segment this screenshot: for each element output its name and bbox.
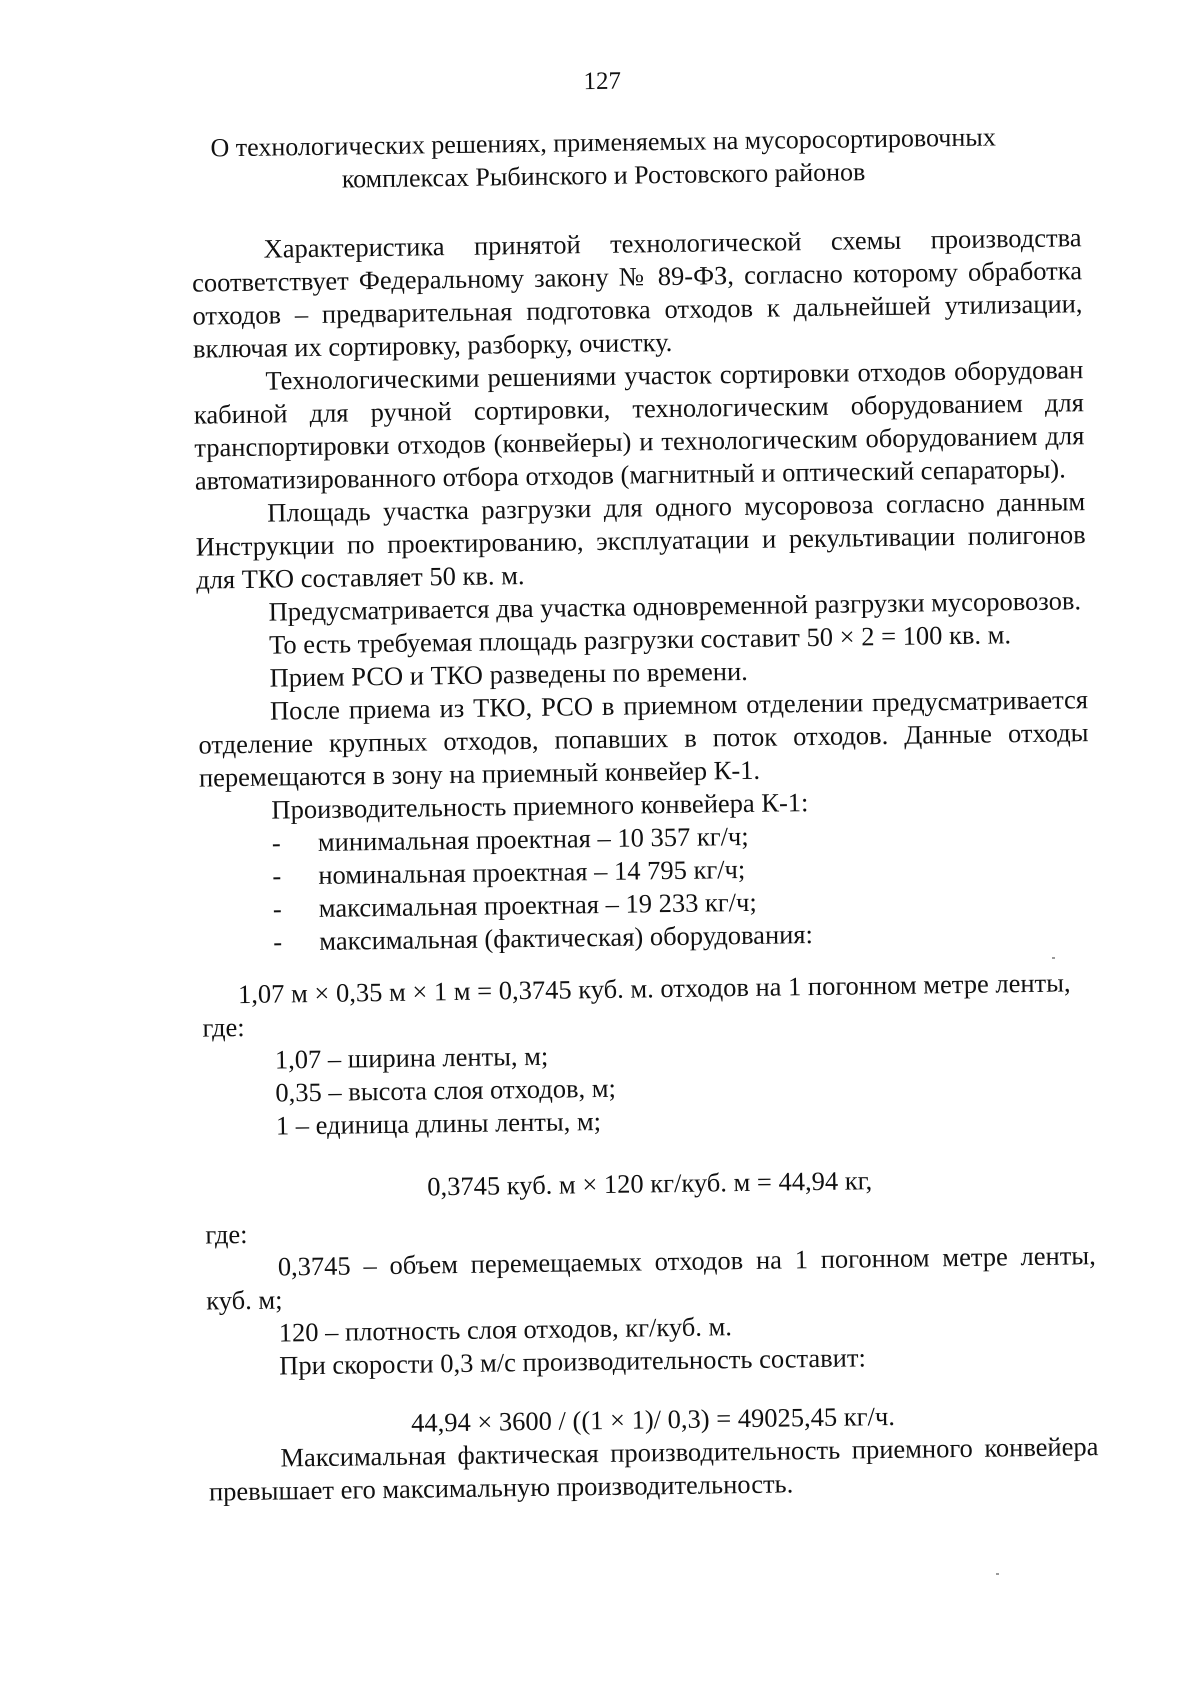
- paragraph-required-area: То есть требуемая площадь разгрузки составит 50 × 2 = 100 кв. м.: [268, 619, 1012, 660]
- document-title: [0, 117, 1200, 200]
- list-item-text: номинальная проектная – 14 795 кг/ч;: [318, 853, 746, 890]
- where-label-2: где:: [205, 1218, 248, 1250]
- definition-density: 120 – плотность слоя отходов, кг/куб. м.: [278, 1311, 733, 1348]
- list-dash: -: [273, 926, 283, 957]
- paragraph-technology-scheme: Характеристика принятой технологической схемы производства соответствует Федеральному закону № 89-ФЗ, согласно которому обработка отходов – предварительная подготовка отходов к дальнейшей утилизации, включая их сортировку, разборку, очистку.: [191, 222, 1083, 364]
- list-item-text: максимальная проектная – 19 233 кг/ч;: [318, 886, 757, 923]
- paragraph-unloading-area: Площадь участка разгрузки для одного мусоровоза согласно данным Инструкции по проектированию, эксплуатации и рекультивации полигонов для ТКО составляет 50 кв. м.: [195, 486, 1086, 595]
- list-dash: -: [272, 860, 282, 891]
- formula-belt-volume: 1,07 м × 0,35 м × 1 м = 0,3745 куб. м. отходов на 1 погонном метре ленты,: [237, 967, 1071, 1010]
- definition-volume: 0,3745 – объем перемещаемых отходов на 1 погонном метре ленты,: [277, 1240, 1096, 1282]
- where-label-1: где:: [202, 1011, 245, 1043]
- definition-volume-unit: куб. м;: [206, 1284, 283, 1316]
- list-item-text: минимальная проектная – 10 357 кг/ч;: [317, 820, 749, 857]
- capacity-list: [200, 815, 1092, 959]
- scan-speck: [996, 1573, 999, 1575]
- list-dash: -: [271, 827, 281, 858]
- paragraph-two-unloading-areas: Предусматривается два участка одновременной разгрузки мусоровозов.: [268, 585, 1082, 627]
- definition-layer-height: 0,35 – высота слоя отходов, м;: [275, 1072, 617, 1108]
- paragraph-large-waste-separation: После приема из ТКО, РСО в приемном отделении предусматривается отделение крупных отходов, попавших в поток отходов. Данные отходы перемещаются в зону на приемный конвейер К-1.: [198, 684, 1089, 793]
- definition-belt-width: 1,07 – ширина ленты, м;: [274, 1040, 549, 1075]
- paragraph-reception-timing: Прием РСО и ТКО разведены по времени.: [269, 655, 748, 693]
- document-body: [191, 221, 1099, 1508]
- definition-belt-length: 1 – единица длины ленты, м;: [275, 1106, 602, 1141]
- speed-line: При скорости 0,3 м/с производительность составит:: [278, 1342, 867, 1381]
- formula-belt-mass: 0,3745 куб. м × 120 кг/куб. м = 44,94 кг,: [427, 1165, 873, 1202]
- scan-speck: [1052, 957, 1055, 959]
- list-dash: -: [272, 893, 282, 924]
- title-line-1: О технологических решениях, применяемых на мусоросортировочных: [210, 122, 996, 163]
- list-item-text: максимальная (фактическая) оборудования:: [319, 919, 814, 956]
- page-number: 127: [583, 67, 622, 96]
- formula-capacity: 44,94 × 3600 / ((1 × 1)/ 0,3) = 49025,45 кг/ч.: [410, 1400, 896, 1438]
- title-line-2: комплексах Рыбинского и Ростовского районов: [341, 157, 866, 194]
- paragraph-conclusion: Максимальная фактическая производительность приемного конвейера превышает его максимальную производительность.: [208, 1431, 1099, 1507]
- paragraph-conveyor-capacity: Производительность приемного конвейера К-1:: [271, 787, 809, 825]
- paragraph-sorting-equipment: Технологическими решениями участок сортировки отходов оборудован кабиной для ручной сортировки, технологическим оборудованием для транспортировки отходов (конвейеры) и технологическим оборудованием для автоматизированного отбора отходов (магнитный и оптический сепараторы).: [193, 354, 1085, 496]
